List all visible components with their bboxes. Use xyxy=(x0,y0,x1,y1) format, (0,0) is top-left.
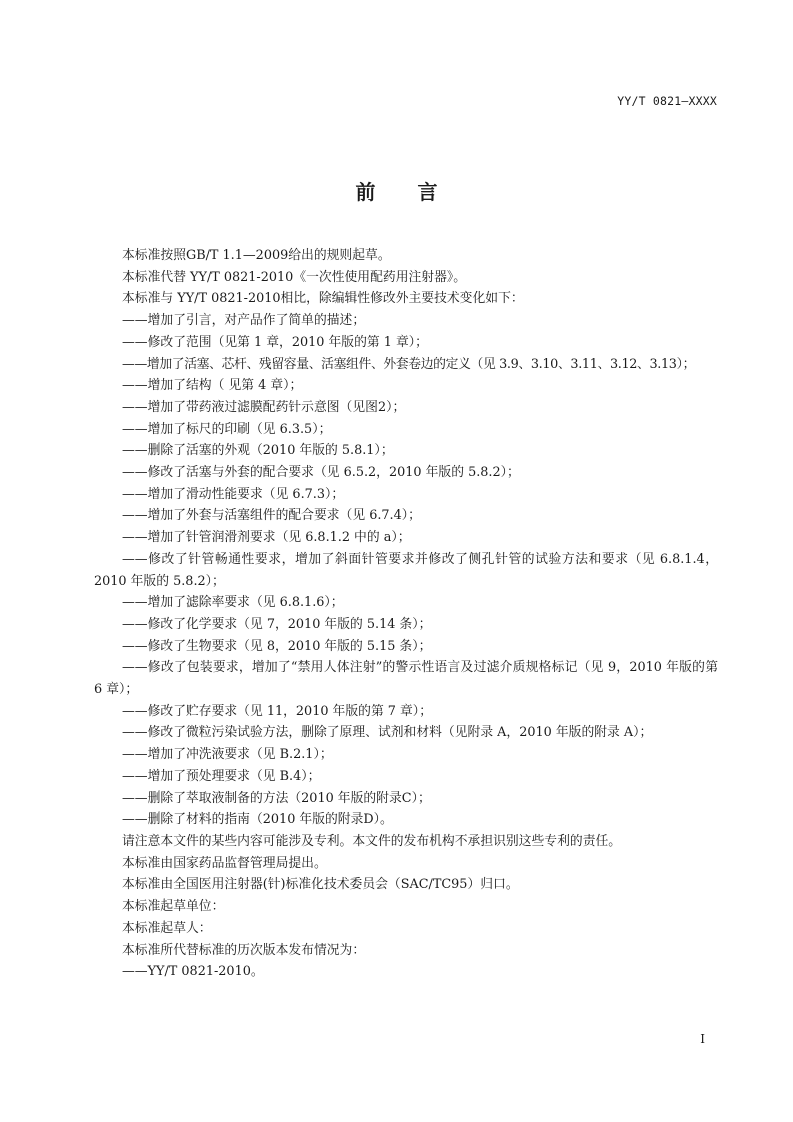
change-item: ——删除了萃取液制备的方法（2010 年版的附录C）； xyxy=(122,790,431,806)
change-item: ——增加了预处理要求（见 B.4）； xyxy=(122,768,321,784)
change-item: ——删除了活塞的外观（2010 年版的 5.8.1）； xyxy=(122,443,394,459)
change-item: ——修改了范围（见第 1 章，2010 年版的第 1 章）； xyxy=(122,334,428,350)
change-item: ——增加了滑动性能要求（见 6.7.3）； xyxy=(122,486,345,502)
change-item: ——修改了贮存要求（见 11，2010 年版的第 7 章）； xyxy=(122,703,433,719)
change-item: ——修改了微粒污染试验方法，删除了原理、试剂和材料（见附录 A，2010 年版的附录 A）； xyxy=(122,725,653,741)
change-item: ——修改了化学要求（见 7，2010 年版的 5.14 条）； xyxy=(122,616,432,632)
page-title: 前言 xyxy=(355,180,480,204)
paragraph: 本标准由全国医用注射器(针)标准化技术委员会（SAC/TC95）归口。 xyxy=(122,877,519,893)
change-item: ——修改了活塞与外套的配合要求（见 6.5.2，2010 年版的 5.8.2）； xyxy=(122,465,520,481)
document-code: YY/T 0821—XXXX xyxy=(617,94,717,108)
change-item: ——删除了材料的指南（2010 年版的附录D）。 xyxy=(122,812,393,828)
paragraph: 本标准所代替标准的历次版本发布情况为： xyxy=(122,942,366,958)
paragraph: 本标准代替 YY/T 0821-2010《一次性使用配药用注射器》。 xyxy=(122,269,467,285)
change-item: ——增加了外套与活塞组件的配合要求（见 6.7.4）； xyxy=(122,508,421,524)
change-item: ——增加了引言，对产品作了简单的描述； xyxy=(122,313,366,329)
paragraph: 请注意本文件的某些内容可能涉及专利。本文件的发布机构不承担识别这些专利的责任。 xyxy=(122,833,622,849)
foreword-body xyxy=(94,245,718,983)
change-item: ——增加了滤除率要求（见 6.8.1.6）； xyxy=(122,595,344,611)
paragraph: 本标准按照GB/T 1.1—2009给出的规则起草。 xyxy=(122,248,391,263)
change-item: ——增加了活塞、芯杆、残留容量、活塞组件、外套卷边的定义（见 3.9、3.10、3.11、3.12、3.13）； xyxy=(122,356,696,372)
change-item: ——修改了针管畅通性要求，增加了斜面针管要求并修改了侧孔针管的试验方法和要求（见 6.8.1.4，2010 年版的 5.8.2）； xyxy=(94,551,718,589)
change-item: ——增加了冲洗液要求（见 B.2.1）； xyxy=(122,747,333,763)
paragraph: 本标准起草单位： xyxy=(122,899,225,915)
change-item: ——增加了针管润滑剂要求（见 6.8.1.2 中的 a）； xyxy=(122,530,411,546)
paragraph: 本标准由国家药品监督管理局提出。 xyxy=(122,855,327,871)
change-item: ——修改了包装要求，增加了“禁用人体注射”的警示性语言及过滤介质规格标记（见 9，2010 年版的第 6 章）； xyxy=(94,660,718,698)
paragraph: ——YY/T 0821-2010。 xyxy=(122,964,264,980)
paragraph: 本标准与 YY/T 0821-2010相比，除编辑性修改外主要技术变化如下： xyxy=(122,291,524,307)
change-item: ——增加了带药液过滤膜配药针示意图（见图2）； xyxy=(122,399,406,415)
paragraph: 本标准起草人： xyxy=(122,920,212,936)
change-item: ——修改了生物要求（见 8，2010 年版的 5.15 条）； xyxy=(122,638,432,654)
change-item: ——增加了结构（ 见第 4 章）； xyxy=(122,378,303,394)
change-item: ——增加了标尺的印刷（见 6.3.5）； xyxy=(122,421,332,437)
page-number: I xyxy=(700,1032,705,1046)
